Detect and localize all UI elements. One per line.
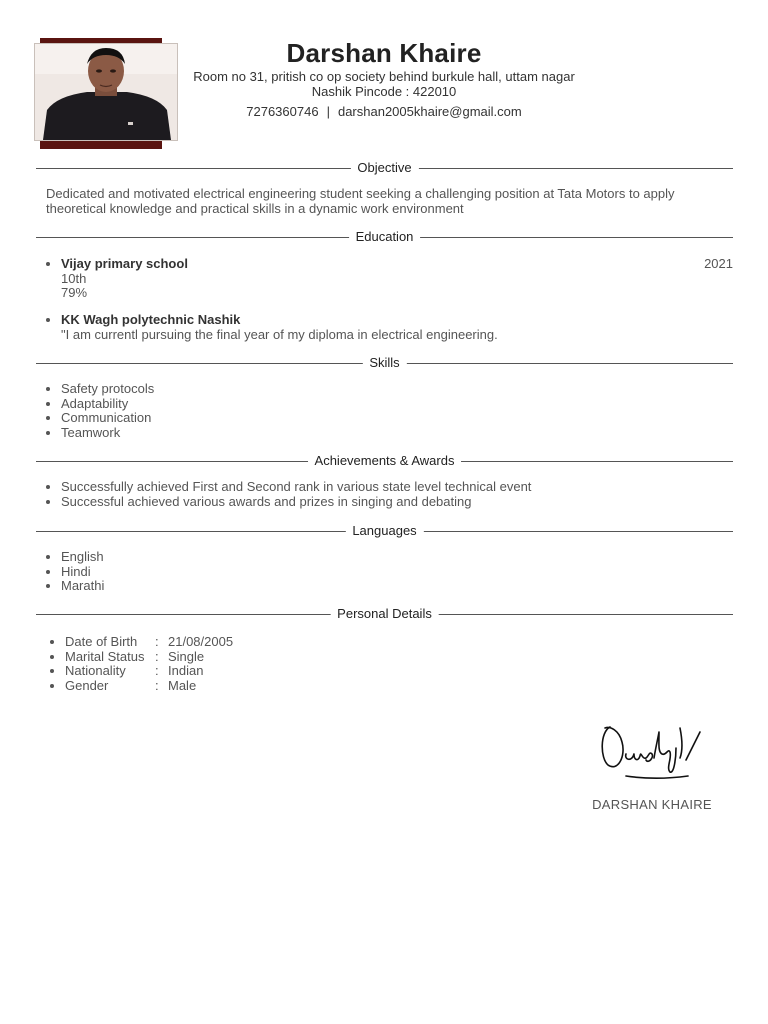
- signature-image: [596, 718, 708, 784]
- detail-value: 21/08/2005: [168, 634, 234, 649]
- list-item: • Safety protocols: [61, 382, 154, 397]
- personal-detail-row: [65, 679, 233, 694]
- skills-list: [46, 382, 154, 440]
- school-name: KK Wagh polytechnic Nashik: [61, 312, 241, 327]
- resume-header: [180, 36, 588, 120]
- avatar: [34, 43, 178, 141]
- candidate-name: Darshan Khaire: [286, 38, 482, 68]
- objective-text: Dedicated and motivated electrical engineering student seeking a challenging position at Tata Motors to apply theoretical knowledge and practical skills in a dynamic work environment: [46, 186, 675, 216]
- detail-label: Nationality: [65, 663, 126, 678]
- detail-colon: :: [155, 663, 159, 678]
- list-item: • Teamwork: [61, 426, 154, 441]
- detail-label: Date of Birth: [65, 634, 138, 649]
- detail-colon: :: [155, 634, 159, 649]
- phone-number: 7276360746: [246, 104, 319, 119]
- section-heading-objective: [36, 160, 733, 176]
- list-item: • Successfully achieved First and Second rank in various state level technical event: [61, 480, 531, 495]
- address-line-2: Nashik Pincode : 422010: [311, 83, 457, 99]
- section-title: Skills: [362, 355, 406, 371]
- school-name: Vijay primary school: [61, 256, 188, 271]
- detail-value: Indian: [168, 663, 204, 678]
- contact-separator: |: [326, 104, 330, 119]
- achievements-list: [46, 480, 531, 509]
- email-address: darshan2005khaire@gmail.com: [337, 104, 522, 119]
- education-detail: 79%: [61, 285, 88, 300]
- profile-photo: [34, 38, 178, 149]
- personal-detail-row: [65, 635, 233, 650]
- education-item: [46, 313, 733, 342]
- section-title: Objective: [350, 160, 418, 176]
- address-line-1: Room no 31, pritish co op society behind burkule hall, uttam nagar: [193, 69, 575, 84]
- personal-detail-row: [65, 650, 233, 665]
- education-detail: "I am currentl pursuing the final year of my diploma in electrical engineering.: [61, 326, 498, 342]
- section-heading-languages: [36, 523, 733, 539]
- section-title: Achievements & Awards: [308, 453, 462, 469]
- handwritten-signature: [596, 718, 708, 784]
- section-heading-education: [36, 229, 733, 245]
- personal-details-list: [46, 635, 233, 693]
- section-heading-skills: [36, 355, 733, 371]
- contact-line: [180, 104, 588, 120]
- detail-value: Single: [168, 648, 205, 664]
- education-item: [46, 257, 733, 301]
- list-item: • Successful achieved various awards and prizes in singing and debating: [61, 495, 531, 510]
- list-item: • Adaptability: [61, 397, 154, 412]
- list-item: • Hindi: [61, 565, 104, 580]
- education-year: 2021: [704, 256, 733, 271]
- section-heading-personal-details: [36, 606, 733, 622]
- languages-list: [46, 550, 104, 594]
- section-title: Education: [349, 229, 421, 245]
- detail-value: Male: [168, 677, 197, 693]
- section-heading-achievements: [36, 453, 733, 469]
- personal-detail-row: [65, 664, 233, 679]
- detail-label: Gender: [65, 677, 109, 693]
- detail-colon: :: [155, 648, 159, 664]
- person-portrait: [35, 44, 177, 140]
- signature-name: DARSHAN KHAIRE: [592, 797, 712, 812]
- list-item: • English: [61, 550, 104, 565]
- list-item: • Communication: [61, 411, 154, 426]
- section-title: Languages: [345, 523, 423, 539]
- list-item: • Marathi: [61, 579, 104, 594]
- detail-colon: :: [155, 677, 159, 693]
- section-title: Personal Details: [330, 606, 439, 622]
- detail-label: Marital Status: [65, 648, 145, 664]
- education-detail: 10th: [61, 270, 87, 286]
